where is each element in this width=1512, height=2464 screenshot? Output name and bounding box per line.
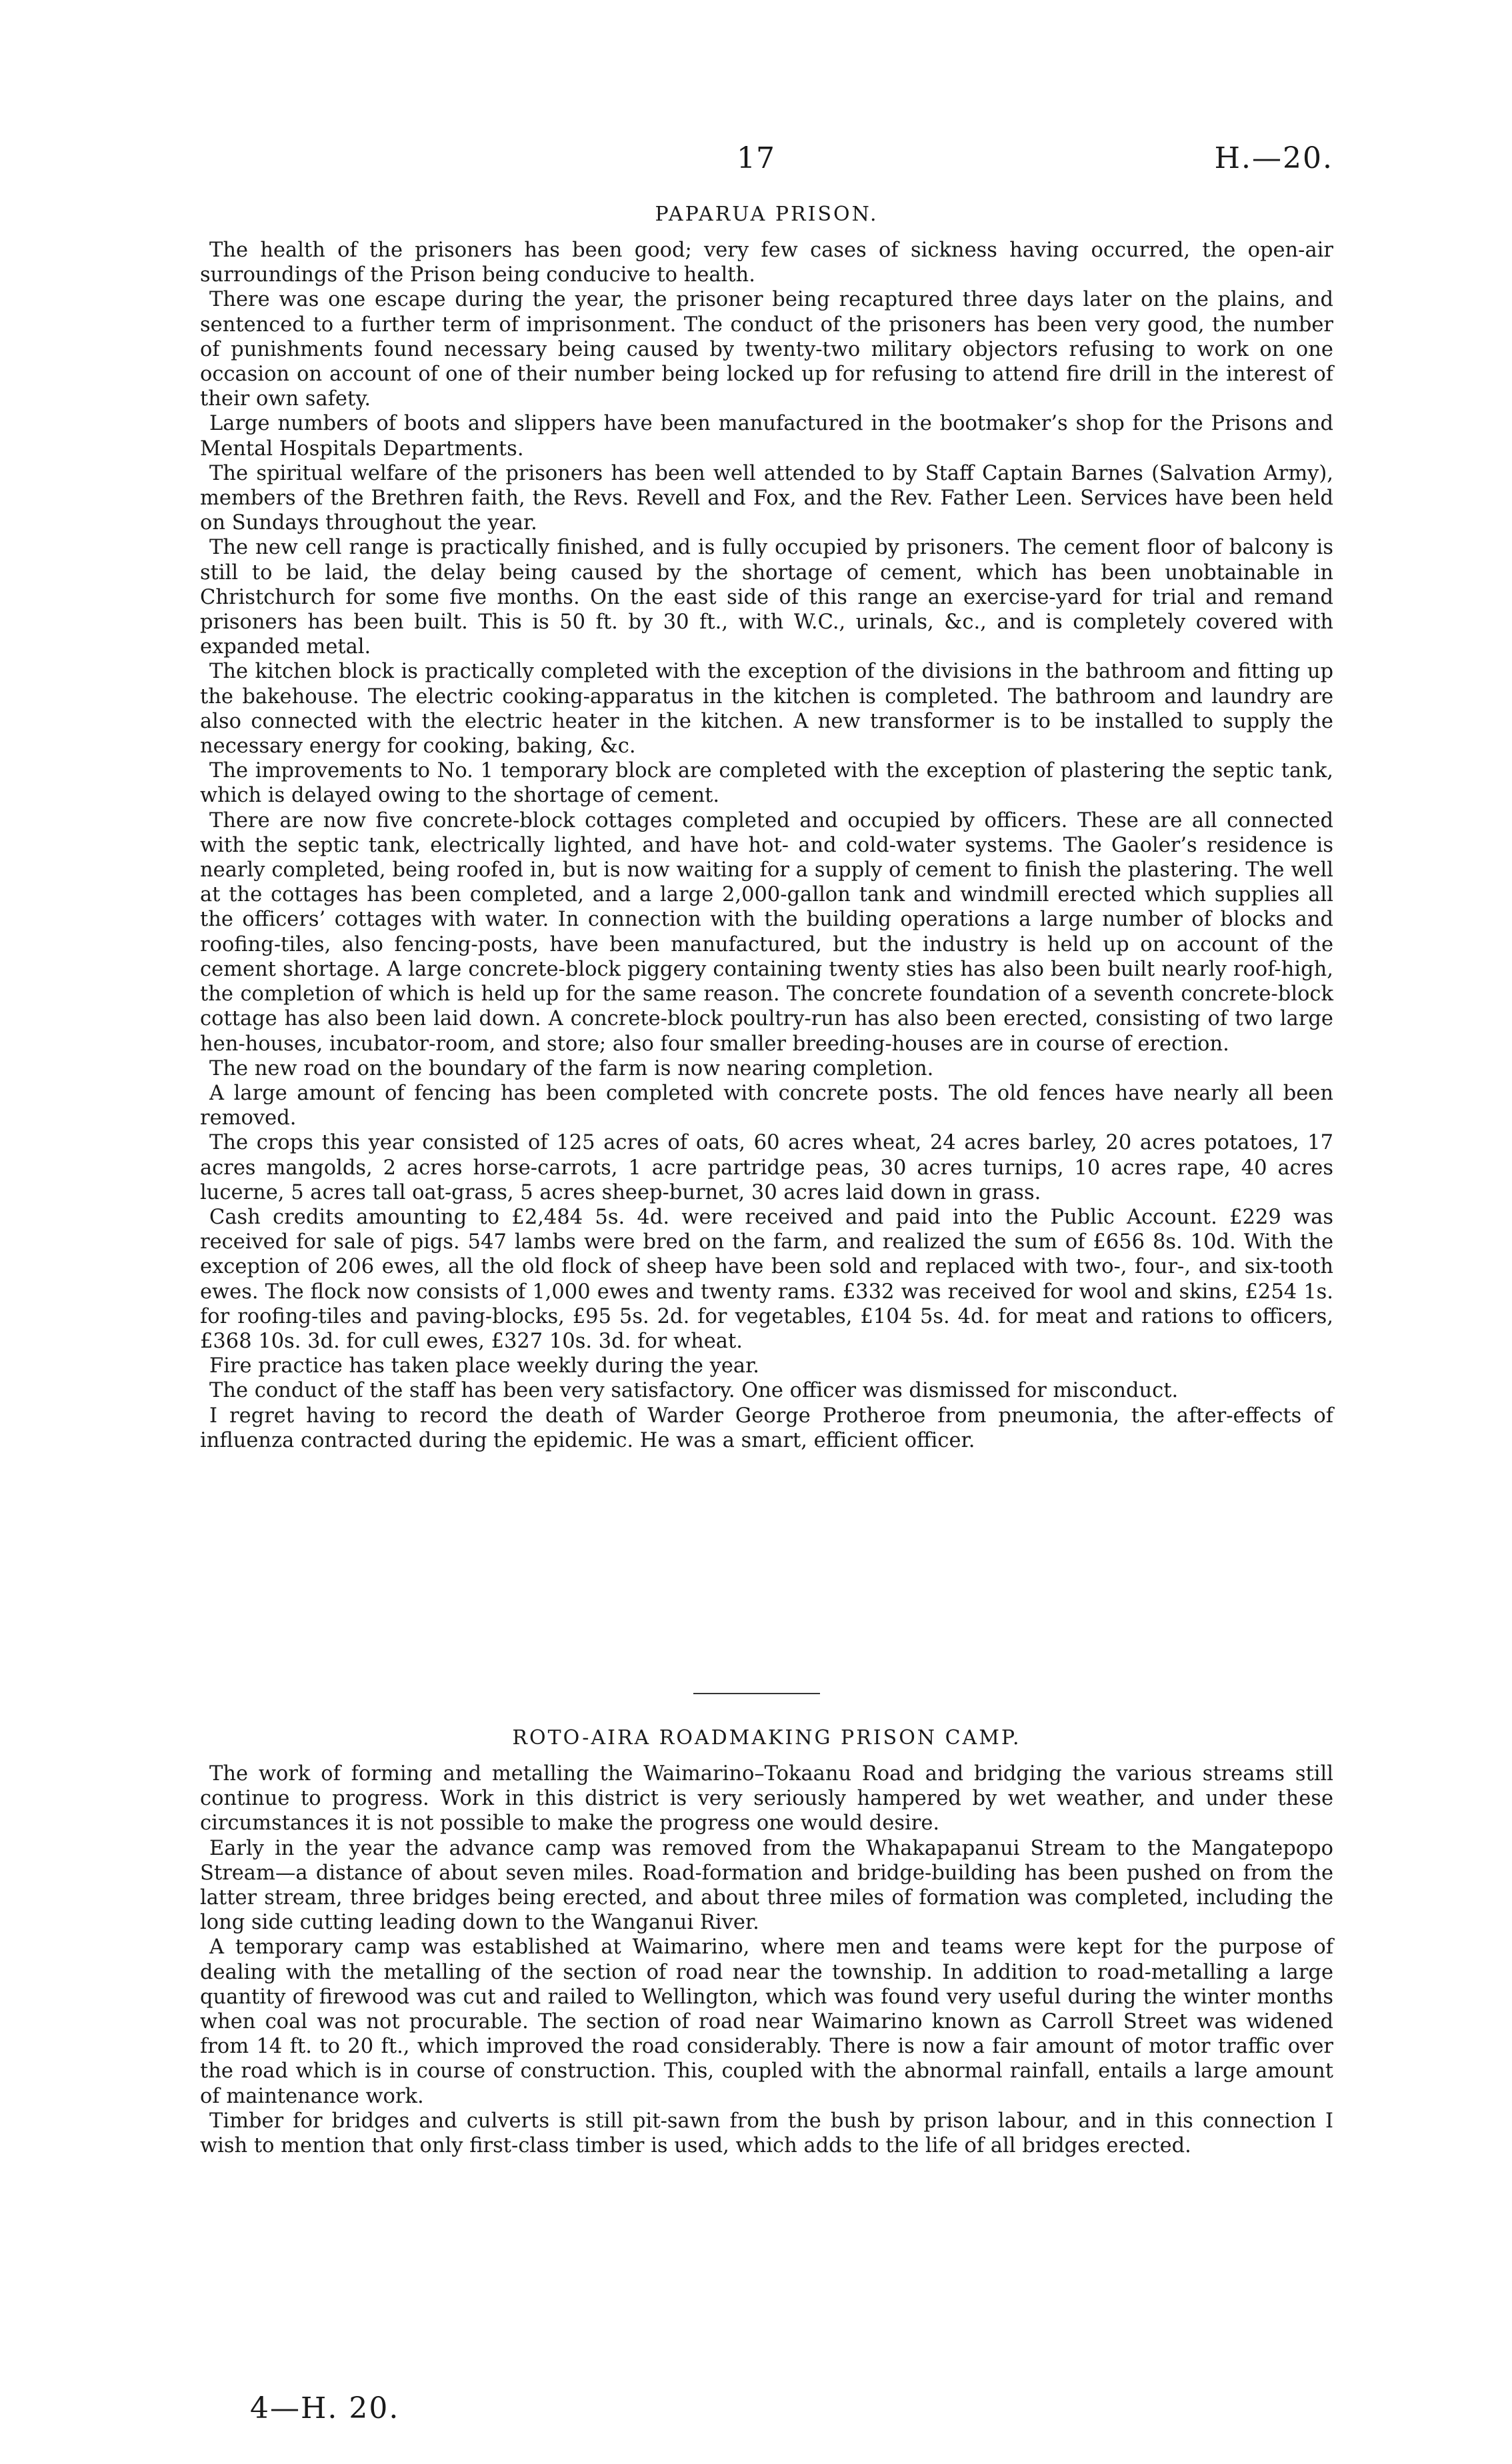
paragraph-staff-conduct: The conduct of the staff has been very satisfactory. One officer was dismissed for misconduct. [209, 1379, 1179, 1403]
section-title: ROTO-AIRA ROADMAKING PRISON CAMP. [512, 1726, 1021, 1750]
paragraph-temporary-camp: A temporary camp was established at Waimarino, where men and teams were kept for the purpose of dealing with the metalling of the section of road near the township. In addition to road-metalling a large quantity of firewood was cut and railed to Wellington, which was found very useful during the winter months when coal was not procurable. The section of road near Waimarino known as Carroll Street was widened from 14 ft. to 20 ft., which improved the road considerably. There is now a fair amount of motor traffic over the road which is in course of construction. This, coupled with the abnormal rainfall, entails a large amount of maintenance work. [200, 1935, 1333, 2108]
paragraph-fencing: A large amount of fencing has been completed with concrete posts. The old fences have nearly all been removed. [200, 1081, 1333, 1130]
paragraph-fire-practice: Fire practice has taken place weekly during the year. [209, 1354, 759, 1378]
section-roto-aira-camp [200, 1726, 1333, 2158]
paragraph-health: The health of the prisoners has been good; very few cases of sickness having occurred, the open-air surroundings of the Prison being conducive to health. [200, 239, 1333, 287]
document-reference: H.—20. [1214, 141, 1333, 175]
paragraph-spiritual-welfare: The spiritual welfare of the prisoners has been well attended to by Staff Captain Barnes (Salvation Army), members of the Brethren faith, the Revs. Revell and Fox, and the Rev. Father Leen. Services have been held on Sundays throughout the year. [200, 461, 1333, 535]
paragraph-temporary-block: The improvements to No. 1 temporary block are completed with the exception of plastering the septic tank, which is delayed owing to the shortage of cement. [200, 759, 1333, 808]
paragraph-cell-range: The new cell range is practically finished, and is fully occupied by prisoners. The cement floor of balcony is still to be laid, the delay being caused by the shortage of cement, which has been unobtainable in Christchurch for some five months. On the east side of this range an exercise-yard for trial and remand prisoners has been built. This is 50 ft. by 30 ft., with W.C., urinals, &c., and is completely covered with expanded metal. [200, 536, 1333, 659]
paragraph-death-notice: I regret having to record the death of Warder George Protheroe from pneumonia, the after-effects of influenza contracted during the epidemic. He was a smart, efficient officer. [200, 1404, 1333, 1452]
page-number: 17 [737, 141, 775, 175]
section-paparua-prison [200, 203, 1333, 1453]
paragraph-cottages: There are now five concrete-block cottages completed and occupied by officers. These are all connected with the septic tank, electrically lighted, and have hot- and cold-water systems. The Gaoler’s residence is nearly completed, being roofed in, but is now waiting for a supply of cement to finish the plastering. The well at the cottages has been completed, and a large 2,000-gallon tank and windmill erected which supplies all the officers’ cottages with water. In connection with the building operations a large number of blocks and roofing-tiles, also fencing-posts, have been manufactured, but the industry is held up on account of the cement shortage. A large concrete-block piggery containing twenty sties has also been built nearly roof-high, the completion of which is held up for the same reason. The concrete foundation of a seventh concrete-block cottage has also been laid down. A concrete-block poultry-run has also been erected, consisting of two large hen-houses, incubator-room, and store; also four smaller breeding-houses are in course of erection. [200, 808, 1333, 1056]
paragraph-kitchen-block: The kitchen block is practically completed with the exception of the divisions in the bathroom and fitting up the bakehouse. The electric cooking-apparatus in the kitchen is completed. The bathroom and laundry are also connected with the electric heater in the kitchen. A new transformer is to be installed to supply the necessary energy for cooking, baking, &c. [200, 660, 1333, 758]
paragraph-crops: The crops this year consisted of 125 acres of oats, 60 acres wheat, 24 acres barley, 20 acres potatoes, 17 acres mangolds, 2 acres horse-carrots, 1 acre partridge peas, 30 acres turnips, 10 acres rape, 40 acres lucerne, 5 acres tall oat-grass, 5 acres sheep-burnet, 30 acres laid down in grass. [200, 1131, 1333, 1204]
paragraph-bootmaking: Large numbers of boots and slippers have been manufactured in the bootmaker’s shop for the Prisons and Mental Hospitals Departments. [200, 412, 1333, 461]
paragraph-escape-conduct: There was one escape during the year, the prisoner being recaptured three days later on the plains, and sentenced to a further term of imprisonment. The conduct of the prisoners has been very good, the number of punishments found necessary being caused by twenty-two military objectors refusing to work on one occasion on account of one of their number being locked up for refusing to attend fire drill in the interest of their own safety. [200, 288, 1333, 411]
section-divider [693, 1693, 820, 1694]
paragraph-road-forming: The work of forming and metalling the Waimarino–Tokaanu Road and bridging the various streams still continue to progress. Work in this district is very seriously hampered by wet weather, and under these circumstances it is not possible to make the progress one would desire. [200, 1762, 1333, 1836]
page-header [200, 141, 1333, 188]
paragraph-cash-credits: Cash credits amounting to £2,484 5s. 4d. were received and paid into the Public Account. £229 was received for sale of pigs. 547 lambs were bred on the farm, and realized the sum of £656 8s. 10d. With the exception of 206 ewes, all the old flock of sheep have been sold and replaced with two-, four-, and six-tooth ewes. The flock now consists of 1,000 ewes and twenty rams. £332 was received for wool and skins, £254 1s. for roofing-tiles and paving-blocks, £95 5s. 2d. for vegetables, £104 5s. 4d. for meat and rations to officers, £368 10s. 3d. for cull ewes, £327 10s. 3d. for wheat. [200, 1205, 1333, 1353]
paragraph-new-road: The new road on the boundary of the farm is now nearing completion. [209, 1056, 934, 1080]
paragraph-advance-camp: Early in the year the advance camp was removed from the Whakapapanui Stream to the Mangatepopo Stream—a distance of about seven miles. Road-formation and bridge-building has been pushed on from the latter stream, three bridges being erected, and about three miles of formation was completed, including the long side cutting leading down to the Wanganui River. [200, 1836, 1333, 1935]
section-title: PAPARUA PRISON. [655, 203, 879, 226]
page-footer-reference: 4—H. 20. [250, 2391, 400, 2425]
paragraph-timber: Timber for bridges and culverts is still pit-sawn from the bush by prison labour, and in this connection I wish to mention that only first-class timber is used, which adds to the life of all bridges erected. [200, 2109, 1333, 2158]
